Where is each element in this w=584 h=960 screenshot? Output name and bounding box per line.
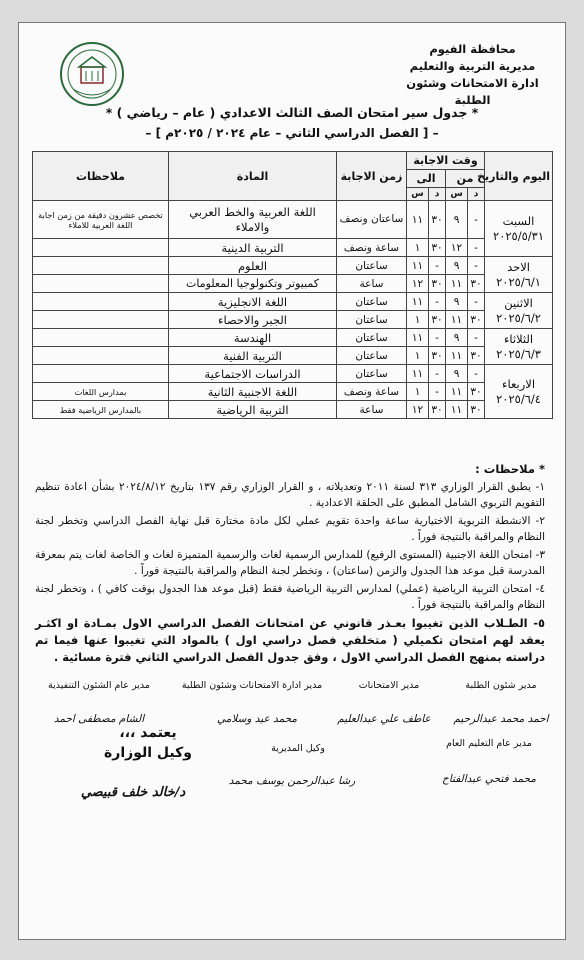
duration-cell: ساعتان <box>337 365 407 383</box>
from-minute: ٣٠ <box>468 383 485 401</box>
note-item-3: ٣- امتحان اللغة الاجنبية (المستوى الرفيع) للمدارس الرسمية لغات والرسمية المتميزة لغات و الخاصة لغات يتم بمعرفة المدرسة قبل موعد هذا الجدول والزمن (ساعتان) ، وتخطر لجنة النظام والمراقبة بالنتيجة فوراً . <box>35 549 545 577</box>
approval-name: د/خالد خلف قبيصي <box>80 785 186 800</box>
table-row <box>33 311 553 329</box>
signature-title: وكيل المديرية <box>271 743 325 754</box>
unit-minute: د <box>468 188 485 201</box>
from-minute: ٣٠ <box>468 347 485 365</box>
signature-title: مدير عام التعليم العام <box>446 738 532 749</box>
col-header-subject: المادة <box>169 152 337 201</box>
signature-name: محمد عيد وسلامي <box>216 713 298 725</box>
subject-cell: التربية الدينية <box>169 239 337 257</box>
duration-cell: ساعتان <box>337 257 407 275</box>
unit-hour: س <box>446 188 468 201</box>
from-hour: ٩ <box>446 257 468 275</box>
note-cell <box>33 275 169 293</box>
duration-cell: ساعة <box>337 275 407 293</box>
to-minute: - <box>429 329 446 347</box>
signature-block <box>29 680 169 691</box>
header-row-1 <box>33 152 553 170</box>
issuer-header <box>400 41 545 109</box>
from-hour: ٩ <box>446 365 468 383</box>
col-header-from: من <box>446 170 485 188</box>
note-cell <box>33 293 169 311</box>
signature-name: احمد محمد عبدالرحيم <box>453 713 549 725</box>
from-minute: - <box>468 201 485 239</box>
note-item-1: ١- يطبق القرار الوزاري ٣١٣ لسنة ٢٠١١ وتعديلاته ، و القرار الوزاري رقم ١٣٧ بتاريخ ٢٠٢٤/٨/١٢ بشأن اعادة تنظيم التقويم التربوي الشامل المطبق على الحلقة الاعدادية . <box>35 481 545 509</box>
from-hour: ١١ <box>446 383 468 401</box>
table-row <box>33 201 553 239</box>
exam-schedule-table <box>32 151 553 419</box>
to-minute: ٣٠ <box>429 239 446 257</box>
to-hour: ١ <box>407 311 429 329</box>
subject-cell: اللغة الاجنبية الثانية <box>169 383 337 401</box>
signature-name: عاطف علي عبدالعليم <box>337 713 431 725</box>
header-line-governorate: محافظة الفيوم <box>429 42 516 56</box>
note-cell: بمدارس اللغات <box>33 383 169 401</box>
from-minute: ٣٠ <box>468 311 485 329</box>
notes-heading: * ملاحظات : <box>475 462 545 476</box>
duration-cell: ساعتان <box>337 347 407 365</box>
note-cell <box>33 329 169 347</box>
duration-cell: ساعة ونصف <box>337 383 407 401</box>
to-hour: ١ <box>407 347 429 365</box>
from-minute: - <box>468 365 485 383</box>
signature-block <box>253 743 343 754</box>
from-minute: - <box>468 239 485 257</box>
from-hour: ٩ <box>446 329 468 347</box>
to-hour: ١١ <box>407 329 429 347</box>
document-subtitle: – [ الفصل الدراسي الثاني – عام ٢٠٢٤ / ٢٠٢٥م ] – <box>145 126 439 140</box>
signature-title: مدير ادارة الامتحانات وشئون الطلبة <box>181 680 323 691</box>
note-cell: بالمدارس الرياضية فقط <box>33 401 169 419</box>
to-hour: ١١ <box>407 201 429 239</box>
duration-cell: ساعتان <box>337 293 407 311</box>
document-title: * جدول سير امتحان الصف الثالث الاعدادي ( عام – رياضي ) * <box>105 105 479 120</box>
to-minute: - <box>429 383 446 401</box>
col-header-day: اليوم والتاريخ <box>485 152 553 201</box>
signature-title: مدير الامتحانات <box>358 680 420 691</box>
from-hour: ١١ <box>446 311 468 329</box>
to-minute: - <box>429 365 446 383</box>
to-hour: ١١ <box>407 293 429 311</box>
note-cell <box>33 257 169 275</box>
from-hour: ١١ <box>446 401 468 419</box>
day-cell: السبت ٢٠٢٥/٥/٣١ <box>485 201 553 257</box>
duration-cell: ساعة <box>337 401 407 419</box>
subject-cell: التربية الرياضية <box>169 401 337 419</box>
table-row <box>33 257 553 275</box>
signature-block <box>451 680 551 691</box>
approval-title: وكيل الوزارة <box>104 745 192 761</box>
signature-name: رشا عبدالرحمن يوسف محمد <box>228 775 356 787</box>
duration-cell: ساعة ونصف <box>337 239 407 257</box>
duration-cell: ساعتان <box>337 329 407 347</box>
to-hour: ١٢ <box>407 401 429 419</box>
subject-cell: الدراسات الاجتماعية <box>169 365 337 383</box>
to-minute: - <box>429 293 446 311</box>
to-minute: ٣٠ <box>429 401 446 419</box>
day-cell: الاثنين ٢٠٢٥/٦/٢ <box>485 293 553 329</box>
col-header-duration: زمن الاجابة <box>337 152 407 201</box>
signature-block <box>429 738 549 749</box>
subject-cell: التربية الفنية <box>169 347 337 365</box>
note-cell: تخصص عشرون دقيقة من زمن اجابة اللغة العربية للاملاء <box>33 201 169 239</box>
to-minute: ٣٠ <box>429 275 446 293</box>
duration-cell: ساعتان ونصف <box>337 201 407 239</box>
duration-cell: ساعتان <box>337 311 407 329</box>
ministry-seal-icon <box>59 41 125 107</box>
unit-hour: س <box>407 188 429 201</box>
notes-section <box>35 461 545 668</box>
signature-title: مدير عام الشئون التنفيذية <box>48 680 150 691</box>
from-hour: ٩ <box>446 293 468 311</box>
to-hour: ١ <box>407 239 429 257</box>
note-item-4: ٤- امتحان التربية الرياضية (عملي) لمدارس التربية الرياضية فقط (قبل موعد هذا الجدول بوقت كافي ) ، وتخطر لجنة النظام والمراقبة بالنتيجة فوراً . <box>35 583 545 611</box>
from-minute: - <box>468 257 485 275</box>
subject-cell: كمبيوتر وتكنولوجيا المعلومات <box>169 275 337 293</box>
header-line-administration: ادارة الامتحانات وشئون الطلبة <box>406 76 539 107</box>
day-cell: الاحد ٢٠٢٥/٦/١ <box>485 257 553 293</box>
to-hour: ١٢ <box>407 275 429 293</box>
note-cell <box>33 347 169 365</box>
subject-cell: الهندسة <box>169 329 337 347</box>
from-minute: ٣٠ <box>468 401 485 419</box>
note-cell <box>33 311 169 329</box>
col-header-time: وقت الاجابة <box>407 152 485 170</box>
table-row <box>33 329 553 347</box>
subject-cell: الجبر والاحصاء <box>169 311 337 329</box>
approval-label: يعتمد ،،، <box>119 725 177 741</box>
note-cell <box>33 365 169 383</box>
subject-cell: اللغة الانجليزية <box>169 293 337 311</box>
from-minute: - <box>468 329 485 347</box>
approval-block <box>83 723 213 763</box>
signature-name: الشام مصطفى احمد <box>53 713 145 725</box>
to-hour: ١ <box>407 383 429 401</box>
day-cell: الاربعاء ٢٠٢٥/٦/٤ <box>485 365 553 419</box>
from-minute: ٣٠ <box>468 275 485 293</box>
to-hour: ١١ <box>407 365 429 383</box>
unit-minute: د <box>429 188 446 201</box>
table-row <box>33 401 553 419</box>
from-hour: ١١ <box>446 275 468 293</box>
signature-block <box>339 680 439 691</box>
day-cell: الثلاثاء ٢٠٢٥/٦/٣ <box>485 329 553 365</box>
document-page <box>18 22 566 940</box>
table-row <box>33 293 553 311</box>
to-minute: ٣٠ <box>429 311 446 329</box>
header-line-directorate: مديرية التربية والتعليم <box>409 59 536 73</box>
note-item-5: ٥- الطـلاب الذين تغيبوا بعـذر قانوني عن امتحانات الفصل الدراسي الاول بمـادة او اكثـر يعقد لهم امتحان تكميلي ( متخلفي فصل دراسي اول ) بالمواد التي تغيبوا عنها فيما تم دراسته بمنهج الفصل الدراسي الاول ، وفق جدول الفصل الدراسي الثاني فترة مسائية . <box>35 616 545 664</box>
table-row <box>33 275 553 293</box>
to-minute: ٣٠ <box>429 201 446 239</box>
from-hour: ١٢ <box>446 239 468 257</box>
to-minute: ٣٠ <box>429 347 446 365</box>
col-header-notes: ملاحظات <box>33 152 169 201</box>
table-row <box>33 365 553 383</box>
from-minute: - <box>468 293 485 311</box>
from-hour: ١١ <box>446 347 468 365</box>
to-hour: ١١ <box>407 257 429 275</box>
note-cell <box>33 239 169 257</box>
note-item-2: ٢- الانشطة التربوية الاختيارية ساعة واحدة تقويم عملي لكل مادة مختارة قبل نهاية الفصل الدراسي وتخطر لجنة النظام والمراقبة بالنتيجة فوراً . <box>35 515 545 543</box>
table-row <box>33 383 553 401</box>
table-row <box>33 347 553 365</box>
signature-block <box>167 680 337 691</box>
table-row <box>33 239 553 257</box>
col-header-to: الى <box>407 170 446 188</box>
to-minute: - <box>429 257 446 275</box>
subject-cell: العلوم <box>169 257 337 275</box>
signature-name: محمد فتحي عبدالفتاح <box>442 773 536 785</box>
signature-title: مدير شئون الطلبة <box>465 680 537 691</box>
subject-cell: اللغة العربية والخط العربي والاملاء <box>169 201 337 239</box>
from-hour: ٩ <box>446 201 468 239</box>
